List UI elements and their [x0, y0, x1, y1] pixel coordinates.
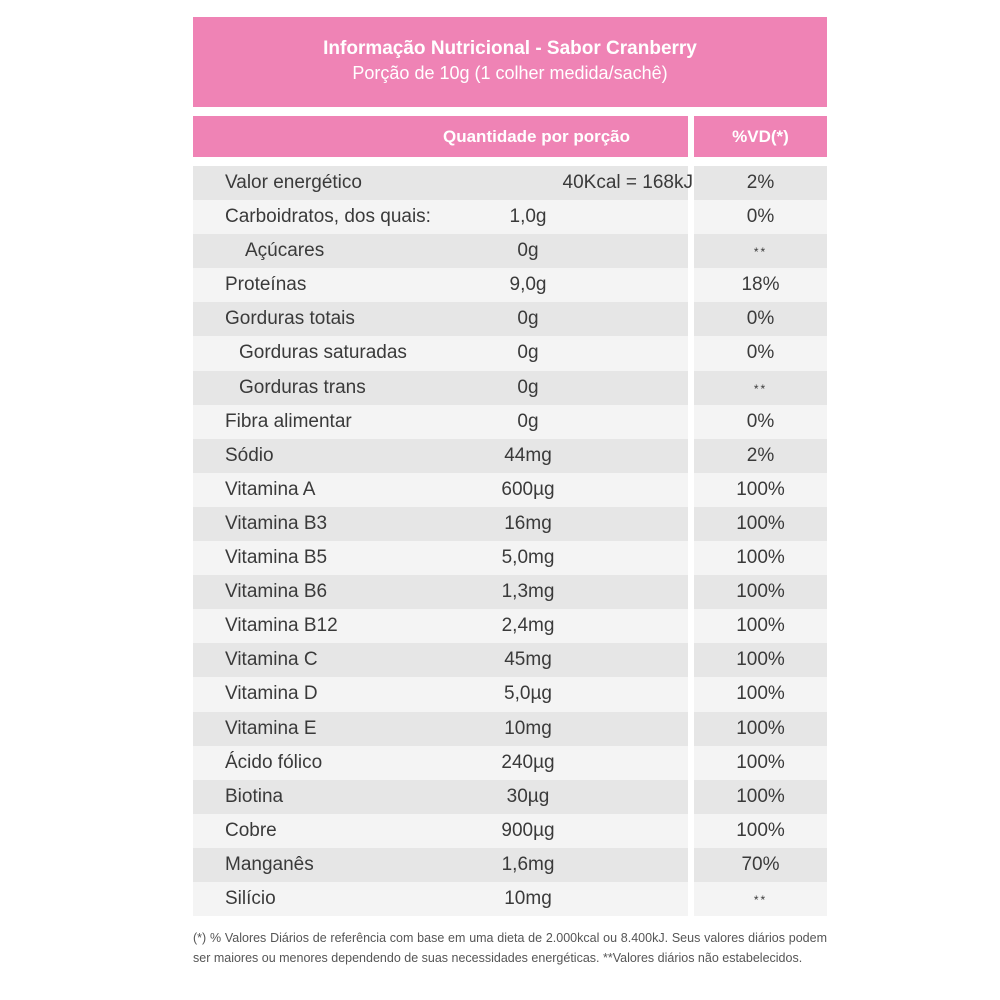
- nutrient-name: Biotina: [225, 785, 284, 807]
- row-name-cell: [193, 336, 688, 370]
- table-header: [193, 116, 827, 157]
- nutrient-name: Vitamina B6: [225, 581, 328, 603]
- nutrient-amount: 45mg: [504, 649, 552, 671]
- row-name-cell: [193, 541, 688, 575]
- table-row: [193, 575, 827, 609]
- nutrient-name: Carboidratos, dos quais:: [225, 206, 431, 228]
- nutrient-vd: 100%: [736, 683, 785, 705]
- header-amount-cell: [193, 116, 688, 157]
- row-vd-cell: [694, 882, 827, 916]
- nutrient-name: Vitamina C: [225, 649, 318, 671]
- table-row: [193, 677, 827, 711]
- row-name-cell: [193, 234, 688, 268]
- nutrient-name: Vitamina B12: [225, 615, 338, 637]
- row-name-cell: [193, 643, 688, 677]
- table-row: [193, 166, 827, 200]
- row-name-cell: [193, 677, 688, 711]
- row-vd-cell: [694, 473, 827, 507]
- nutrient-amount: 5,0µg: [504, 683, 552, 705]
- nutrition-table-body: [193, 166, 827, 916]
- row-name-cell: [193, 848, 688, 882]
- nutrient-amount: 44mg: [504, 444, 552, 466]
- nutrient-amount: 0g: [517, 376, 539, 398]
- row-name-cell: [193, 200, 688, 234]
- table-row: [193, 234, 827, 268]
- nutrient-name: Valor energético: [225, 172, 362, 193]
- nutrient-amount: 40Kcal = 168kJ: [562, 172, 693, 193]
- row-vd-cell: [694, 848, 827, 882]
- row-name-cell: [193, 405, 688, 439]
- row-name-cell: [193, 371, 688, 405]
- nutrient-vd: **: [753, 381, 768, 396]
- nutrient-vd: 100%: [736, 649, 785, 671]
- nutrient-amount: 5,0mg: [501, 547, 555, 569]
- table-row: [193, 712, 827, 746]
- row-vd-cell: [694, 405, 827, 439]
- nutrient-name: Vitamina B3: [225, 512, 328, 534]
- table-row: [193, 473, 827, 507]
- row-vd-cell: [694, 507, 827, 541]
- row-vd-cell: [694, 234, 827, 268]
- nutrient-amount: 900µg: [501, 819, 555, 841]
- row-name-cell: [193, 746, 688, 780]
- row-name-cell: [193, 473, 688, 507]
- nutrient-vd: 100%: [736, 785, 785, 807]
- nutrient-name: Açúcares: [245, 240, 325, 262]
- row-name-cell: [193, 814, 688, 848]
- nutrient-name: Silício: [225, 887, 276, 909]
- nutrient-name: Vitamina E: [225, 717, 317, 739]
- row-name-cell: [193, 439, 688, 473]
- row-name-cell: [193, 712, 688, 746]
- row-vd-cell: [694, 336, 827, 370]
- table-row: [193, 882, 827, 916]
- row-vd-cell: [694, 643, 827, 677]
- row-name-cell: [193, 609, 688, 643]
- table-row: [193, 336, 827, 370]
- nutrient-vd: 100%: [736, 751, 785, 773]
- row-vd-cell: [694, 677, 827, 711]
- table-row: [193, 643, 827, 677]
- nutrient-amount: 1,3mg: [501, 581, 555, 603]
- footnote: (*) % Valores Diários de referência com base em uma dieta de 2.000kcal ou 8.400kJ. Seus valores diários podem ser maiores ou menores dependendo de suas necessidades energéticas. **Valores diários não estabelecidos.: [193, 931, 827, 965]
- table-row: [193, 507, 827, 541]
- row-name-cell: [193, 507, 688, 541]
- nutrient-name: Sódio: [225, 444, 274, 466]
- nutrient-name: Manganês: [225, 853, 314, 875]
- row-name-cell: [193, 268, 688, 302]
- row-name-cell: [193, 882, 688, 916]
- nutrient-name: Gorduras totais: [225, 308, 355, 330]
- nutrient-vd: 18%: [741, 274, 780, 296]
- nutrient-vd: 100%: [736, 819, 785, 841]
- table-row: [193, 848, 827, 882]
- nutrient-amount: 0g: [517, 410, 539, 432]
- title-banner: [193, 17, 827, 107]
- serving-size: Porção de 10g (1 colher medida/sachê): [352, 63, 668, 83]
- row-name-cell: [193, 166, 693, 200]
- row-vd-cell: [694, 575, 827, 609]
- table-row: [193, 200, 827, 234]
- row-vd-cell: [694, 780, 827, 814]
- nutrient-vd: 100%: [736, 512, 785, 534]
- row-vd-cell: [694, 371, 827, 405]
- nutrient-name: Gorduras trans: [239, 376, 366, 398]
- row-vd-cell: [694, 541, 827, 575]
- nutrient-amount: 0g: [517, 308, 539, 330]
- table-row: [193, 371, 827, 405]
- row-vd-cell: [694, 746, 827, 780]
- nutrient-name: Gorduras saturadas: [239, 342, 407, 364]
- nutrient-vd: 100%: [736, 615, 785, 637]
- row-vd-cell: [694, 302, 827, 336]
- table-row: [193, 439, 827, 473]
- nutrient-name: Vitamina A: [225, 478, 316, 500]
- nutrient-vd: 100%: [736, 478, 785, 500]
- nutrient-amount: 240µg: [501, 751, 555, 773]
- nutrient-vd: 100%: [736, 547, 785, 569]
- nutrient-amount: 10mg: [504, 717, 552, 739]
- row-vd-cell: [694, 166, 827, 200]
- row-name-cell: [193, 780, 688, 814]
- row-vd-cell: [694, 200, 827, 234]
- nutrient-amount: 9,0g: [509, 274, 547, 296]
- table-row: [193, 405, 827, 439]
- nutrient-amount: 16mg: [504, 512, 552, 534]
- nutrient-amount: 10mg: [504, 887, 552, 909]
- nutrient-name: Vitamina D: [225, 683, 318, 705]
- nutrient-name: Ácido fólico: [225, 751, 323, 773]
- nutrient-amount: 1,6mg: [501, 853, 555, 875]
- nutrient-amount: 0g: [517, 240, 539, 262]
- table-row: [193, 268, 827, 302]
- header-amount: Quantidade por porção: [443, 127, 631, 146]
- nutrient-vd: 0%: [746, 206, 775, 228]
- nutrient-vd: **: [753, 245, 768, 260]
- row-vd-cell: [694, 439, 827, 473]
- nutrient-amount: 600µg: [501, 478, 555, 500]
- table-row: [193, 746, 827, 780]
- table-row: [193, 780, 827, 814]
- header-vd: %VD(*): [694, 116, 827, 157]
- nutrient-vd: **: [753, 892, 768, 907]
- row-vd-cell: [694, 609, 827, 643]
- table-title: Informação Nutricional - Sabor Cranberry: [323, 38, 697, 59]
- row-name-cell: [193, 302, 688, 336]
- row-name-cell: [193, 575, 688, 609]
- nutrient-vd: 0%: [746, 342, 775, 364]
- nutrient-vd: 2%: [746, 172, 775, 193]
- row-vd-cell: [694, 814, 827, 848]
- nutrient-amount: 30µg: [506, 785, 550, 807]
- nutrient-amount: 1,0g: [509, 206, 547, 228]
- nutrient-vd: 70%: [741, 853, 780, 875]
- nutrient-name: Vitamina B5: [225, 547, 328, 569]
- table-row: [193, 609, 827, 643]
- nutrient-name: Fibra alimentar: [225, 410, 352, 432]
- nutrient-vd: 2%: [746, 444, 775, 466]
- nutrient-vd: 0%: [746, 308, 775, 330]
- nutrient-vd: 100%: [736, 717, 785, 739]
- table-row: [193, 541, 827, 575]
- nutrient-vd: 100%: [736, 581, 785, 603]
- nutrient-amount: 2,4mg: [501, 615, 555, 637]
- nutrient-name: Cobre: [225, 819, 277, 841]
- row-vd-cell: [694, 268, 827, 302]
- row-vd-cell: [694, 712, 827, 746]
- table-row: [193, 302, 827, 336]
- nutrient-name: Proteínas: [225, 274, 307, 296]
- nutrient-vd: 0%: [746, 410, 775, 432]
- nutrient-amount: 0g: [517, 342, 539, 364]
- table-row: [193, 814, 827, 848]
